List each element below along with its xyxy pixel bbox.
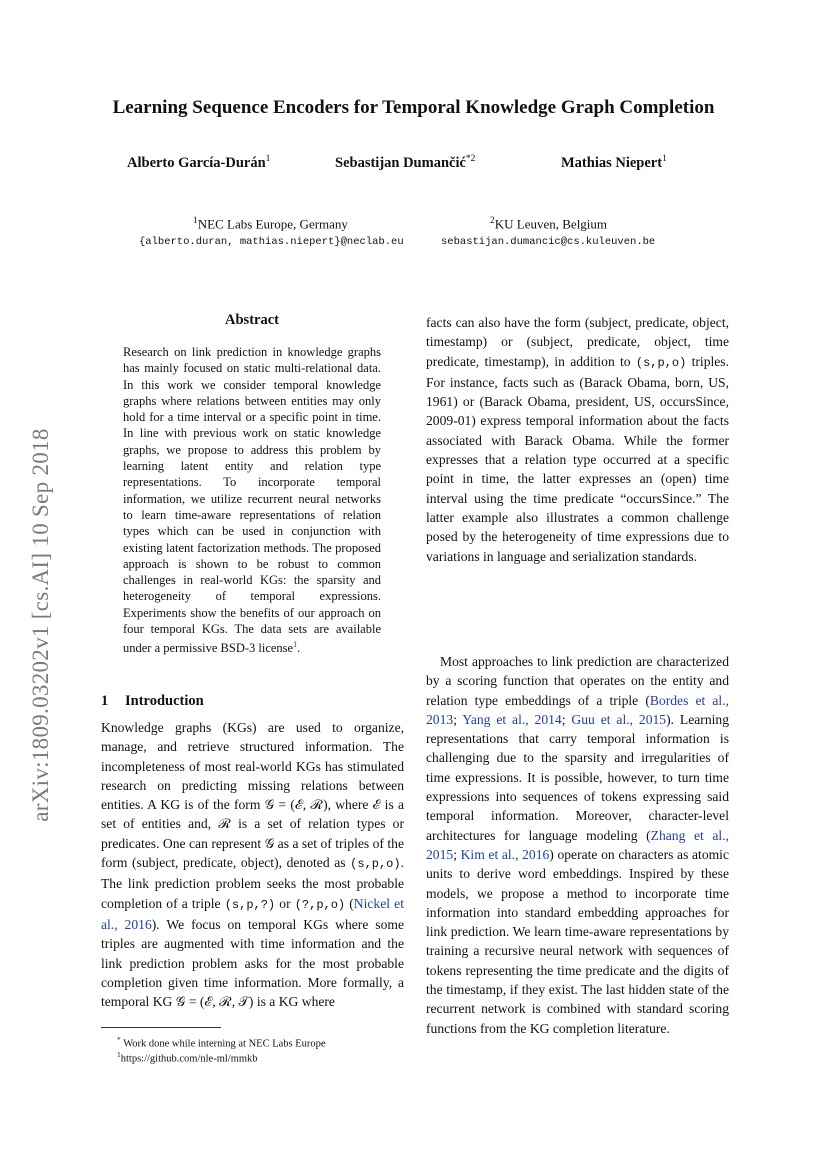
abstract-body: Research on link prediction in knowledge graphs has mainly focused on static multi-relational data. In this work we consider temporal knowledge graphs where relations between entities may only hold for a time interval or a specific point in time. In line with previous work on static knowledge graphs, we propose to address this problem by learning latent entity and relation type representations. To incorporate temporal information, we utilize recurrent neural networks to learn time-aware representations of relation types which can be used in conjunction with existing latent factorization methods. The proposed approach is shown to be robust to common challenges in real-world KGs: the sparsity and heterogeneity of temporal expressions. Experiments show the benefits of our approach on four temporal KGs. The data sets are available under a permissive BSD-3 license$^1$. (123, 345, 381, 656)
author-3-mark: 1 (662, 154, 667, 164)
affiliation-1: $^1$NEC Labs Europe, Germany (193, 216, 348, 232)
footnote-divider (101, 1027, 221, 1028)
footnote-1: * Work done while interning at NEC Labs Europe (117, 1035, 326, 1050)
citation-link[interactable]: Bordes et al., 2013 (426, 692, 729, 727)
abstract-heading: Abstract (225, 312, 279, 328)
citation-link[interactable]: Nickel et al., 2016 (101, 895, 404, 932)
affiliation-1-emails: {alberto.duran, mathias.niepert}@neclab.eu (139, 236, 404, 248)
affiliation-2: $^2$KU Leuven, Belgium (490, 216, 608, 232)
intro-column-2-bottom: Most approaches to link prediction are characterized by a scoring function that operates on the entity and relation type embeddings of a triple (Bordes et al., 2013; Yang et al., 2014; Guu et al., 2015). Learning representations that carry temporal information is challenging due to the sparsity and irregularities of time expressions. It is possible, however, to turn time expressions into sequences of tokens expressing said temporal information. Moreover, character-level architectures for language modeling (Zhang et al., 2015; Kim et al., 2016) operate on characters as atomic units to derive word embeddings. Inspired by these models, we propose a method to incorporate time information into standard embedding approaches for link prediction. We learn time-aware representations by training a recursive neural network with sequences of tokens representing the time predicate and the digits of the timestamp, if they exist. The last hidden state of the recurrent network is combined with standard scoring functions from the KG completion literature. (426, 654, 729, 1036)
author-2-mark: *2 (465, 154, 476, 164)
arxiv-sidebar-stamp (26, 395, 56, 855)
citation-link[interactable]: Yang et al., 2014 (462, 711, 562, 727)
citation-link[interactable]: Zhang et al., 2015 (426, 827, 729, 862)
paper-title: Learning Sequence Encoders for Temporal Knowledge Graph Completion (112, 97, 715, 118)
affiliation-2-emails: sebastijan.dumancic@cs.kuleuven.be (441, 236, 656, 248)
section-heading: 1 Introduction (101, 693, 204, 709)
citation-link[interactable]: Kim et al., 2016 (460, 846, 550, 862)
author-1: Alberto García-Durán$^1$ (127, 154, 271, 171)
license-footnote-link[interactable]: 1 (293, 640, 298, 650)
citation-link[interactable]: Guu et al., 2015 (571, 711, 667, 727)
footnote-2: $^1$https://github.com/nle-ml/mmkb (117, 1050, 258, 1065)
intro-column-2-top: facts can also have the form (subject, predicate, object, timestamp) or (subject, predicate, object, time predicate, timestamp), in addition to (s,p,o) triples. For instance, facts such as (Barack Obama, born, US, 1961) or (Barack Obama, president, US, occursSince, 2009-01) express temporal information about the facts associated with Barack Obama. While the former expresses that a relation type occurred at a specific point in time, the latter expresses an (open) time interval using the time predicate “occursSince.” The latter example also illustrates a common challenge posed by the heterogeneity of time expressions due to variations in language and serialization standards. (426, 315, 729, 564)
arxiv-identifier: arXiv:1809.03202v1 [cs.AI] 10 Sep 2018 (28, 428, 53, 822)
footnote-url-link[interactable]: https://github.com/nle-ml/mmkb (120, 1053, 258, 1065)
author-1-mark: 1 (265, 154, 271, 164)
author-2: Sebastijan Dumančić$^{*2}$ (335, 154, 476, 171)
intro-column-1: Knowledge graphs (KGs) are used to organize, manage, and retrieve structured information. The incompleteness of most real-world KGs has stimulated research on predicting missing relations between entities. A KG is of the form 𝒢 = (ℰ, ℛ), where ℰ is a set of entities and, ℛ is a set of relation types or predicates. One can represent 𝒢 as a set of triples of the form (subject, predicate, object), denoted as (s,p,o). The link prediction problem seeks the most probable completion of a triple (s,p,?) or (?,p,o) (Nickel et al., 2016). We focus on temporal KGs where some triples are augmented with time information and the link prediction problem asks for the most probable completion given time information. More formally, a temporal KG 𝒢 = (ℰ, ℛ, 𝒯) is a KG where (101, 720, 404, 1010)
author-3: Mathias Niepert$^1$ (561, 154, 667, 171)
